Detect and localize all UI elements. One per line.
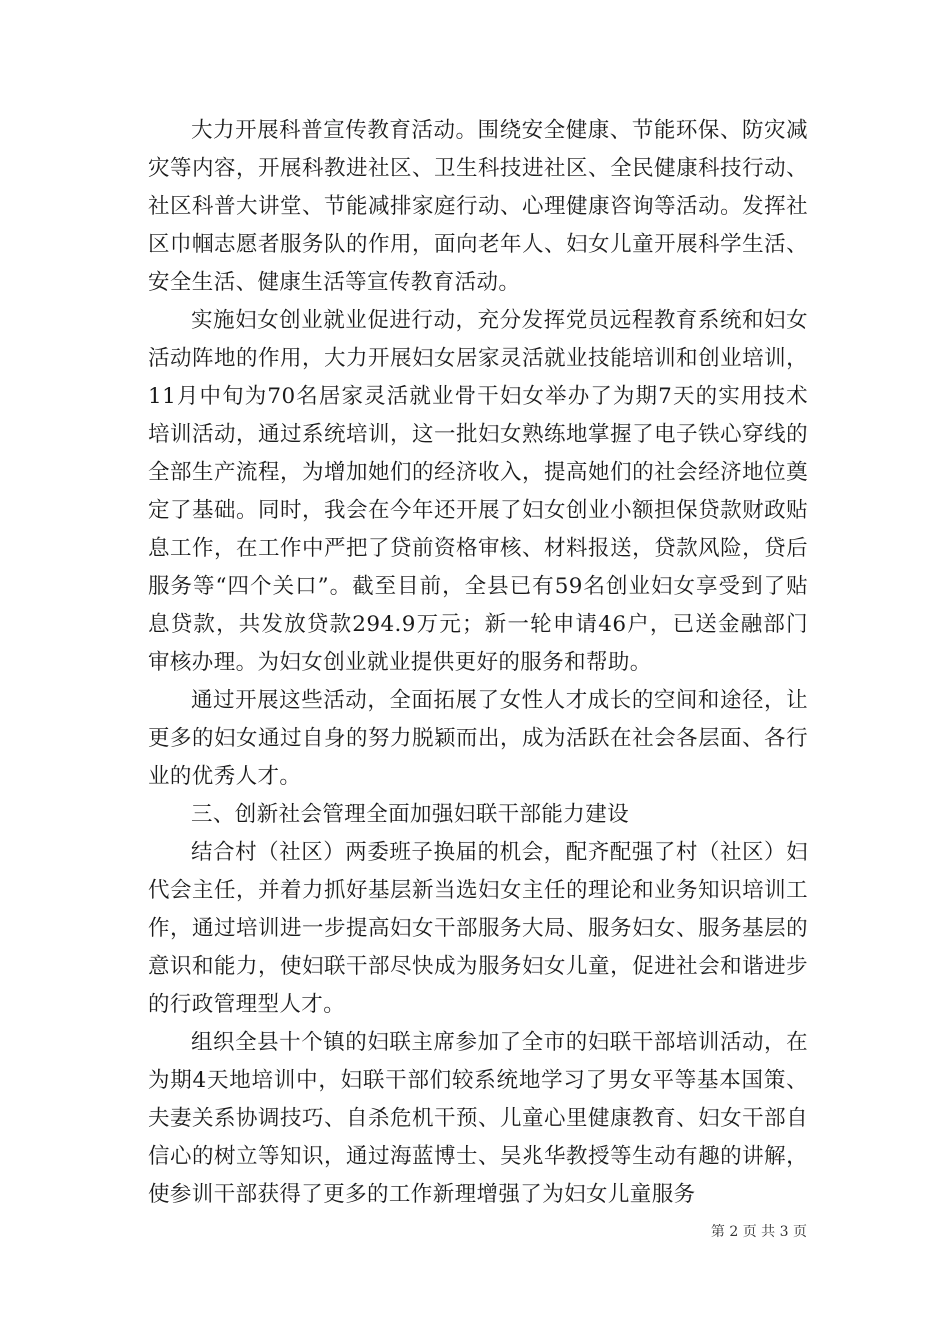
paragraph-talent-growth: 通过开展这些活动，全面拓展了女性人才成长的空间和途径，让更多的妇女通过自身的努力脱颖而出，成为活跃在社会各层面、各行业的优秀人才。 bbox=[148, 688, 808, 789]
paragraph-science-education: 大力开展科普宣传教育活动。围绕安全健康、节能环保、防灾减灾等内容，开展科教进社区、卫生科技进社区、全民健康科技行动、社区科普大讲堂、节能减排家庭行动、心理健康咨询等活动。发挥社区巾帼志愿者服务队的作用，面向老年人、妇女儿童开展科学生活、安全生活、健康生活等宣传教育活动。 bbox=[148, 118, 808, 295]
document-body bbox=[148, 112, 808, 1214]
section-heading: 三、创新社会管理全面加强妇联干部能力建设 bbox=[191, 802, 630, 827]
page-number: 第 2 页 共 3 页 bbox=[710, 1224, 807, 1240]
paragraph-entrepreneurship: 实施妇女创业就业促进行动，充分发挥党员远程教育系统和妇女活动阵地的作用，大力开展妇女居家灵活就业技能培训和创业培训，11月中旬为70名居家灵活就业骨干妇女举办了为期7天的实用技术培训活动，通过系统培训，这一批妇女熟练地掌握了电子铁心穿线的全部生产流程，为增加她们的经济收入，提高她们的社会经济地位奠定了基础。同时，我会在今年还开展了妇女创业小额担保贷款财政贴息工作，在工作中严把了贷前资格审核、材料报送，贷款风险，贷后服务等“四个关口”。截至目前，全县已有59名创业妇女享受到了贴息贷款，共发放贷款294.9万元；新一轮申请46户，已送金融部门审核办理。为妇女创业就业提供更好的服务和帮助。 bbox=[148, 308, 808, 675]
paragraph-cadre-training: 组织全县十个镇的妇联主席参加了全市的妇联干部培训活动，在为期4天地培训中，妇联干部们较系统地学习了男女平等基本国策、夫妻关系协调技巧、自杀危机干预、儿童心里健康教育、妇女干部自信心的树立等知识，通过海蓝博士、吴兆华教授等生动有趣的讲解，使参训干部获得了更多的工作新理增强了为妇女儿童服务 bbox=[148, 1030, 808, 1207]
paragraph-cadre-election: 结合村（社区）两委班子换届的机会，配齐配强了村（社区）妇代会主任，并着力抓好基层新当选妇女主任的理论和业务知识培训工作，通过培训进一步提高妇女干部服务大局、服务妇女、服务基层的意识和能力，使妇联干部尽快成为服务妇女儿童，促进社会和谐进步的行政管理型人才。 bbox=[148, 840, 808, 1017]
